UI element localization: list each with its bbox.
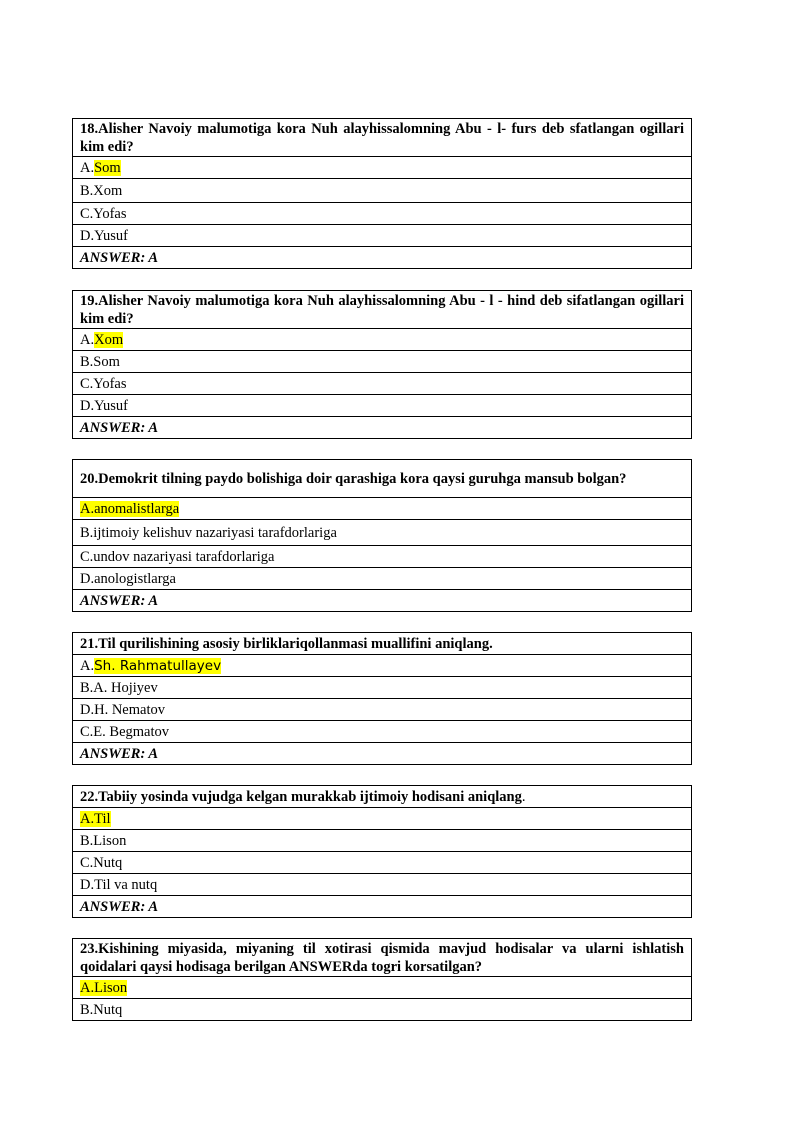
question-text: 21.Til qurilishining asosiy birliklariqollanmasi muallifini aniqlang. xyxy=(73,633,692,655)
option-prefix: A. xyxy=(80,657,95,674)
highlighted-answer: A.Til xyxy=(80,810,111,827)
option-b[interactable]: B.Lison xyxy=(73,830,692,852)
option-c[interactable]: C.undov nazariyasi tarafdorlariga xyxy=(73,546,692,568)
option-c[interactable]: C.E. Begmatov xyxy=(73,721,692,743)
option-b[interactable]: B.Nutq xyxy=(73,999,692,1021)
option-a[interactable] xyxy=(73,157,692,179)
option-b[interactable]: B.ijtimoiy kelishuv nazariyasi tarafdorlariga xyxy=(73,520,692,546)
question-text: 18.Alisher Navoiy malumotiga kora Nuh alayhissalomning Abu - l- furs deb sfatlangan ogillari kim edi? xyxy=(73,119,692,157)
option-a[interactable] xyxy=(73,498,692,520)
option-b[interactable]: B.A. Hojiyev xyxy=(73,677,692,699)
option-prefix: A. xyxy=(80,159,95,176)
option-d[interactable]: D.anologistlarga xyxy=(73,568,692,590)
option-a[interactable] xyxy=(73,655,692,677)
question-text-suffix: . xyxy=(521,788,526,805)
option-a[interactable] xyxy=(73,977,692,999)
highlighted-answer: A.anomalistlarga xyxy=(80,500,180,517)
answer-key: ANSWER: A xyxy=(73,247,692,269)
question-block-22 xyxy=(72,785,692,918)
option-b[interactable]: B.Xom xyxy=(73,179,692,203)
question-block-21 xyxy=(72,632,692,765)
option-a[interactable] xyxy=(73,329,692,351)
option-c[interactable]: C.Nutq xyxy=(73,852,692,874)
option-d[interactable]: D.Yusuf xyxy=(73,225,692,247)
option-c[interactable]: C.Yofas xyxy=(73,203,692,225)
answer-key: ANSWER: A xyxy=(73,743,692,765)
option-d[interactable]: D.Yusuf xyxy=(73,395,692,417)
question-block-18 xyxy=(72,118,692,269)
question-text-main: 22.Tabiiy yosinda vujudga kelgan murakkab ijtimoiy hodisani aniqlang xyxy=(80,788,522,805)
option-d[interactable]: D.H. Nematov xyxy=(73,699,692,721)
answer-key: ANSWER: A xyxy=(73,590,692,612)
option-d[interactable]: D.Til va nutq xyxy=(73,874,692,896)
highlighted-answer: Som xyxy=(94,159,121,176)
option-b[interactable]: B.Som xyxy=(73,351,692,373)
option-c[interactable]: C.Yofas xyxy=(73,373,692,395)
question-text xyxy=(73,786,692,808)
highlighted-answer: A.Lison xyxy=(80,979,128,996)
question-block-19 xyxy=(72,290,692,439)
highlighted-answer: Sh. Rahmatullayev xyxy=(94,657,222,674)
answer-key: ANSWER: A xyxy=(73,896,692,918)
question-text: 20.Demokrit tilning paydo bolishiga doir qarashiga kora qaysi guruhga mansub bolgan? xyxy=(73,460,692,498)
question-text: 23.Kishining miyasida, miyaning til xotirasi qismida mavjud hodisalar va ularni ishlatish qoidalari qaysi hodisaga berilgan ANSWERda togri korsatilgan? xyxy=(73,939,692,977)
question-block-23 xyxy=(72,938,692,1021)
option-prefix: A. xyxy=(80,331,95,348)
option-a[interactable] xyxy=(73,808,692,830)
highlighted-answer: Xom xyxy=(94,331,124,348)
question-block-20 xyxy=(72,459,692,612)
answer-key: ANSWER: A xyxy=(73,417,692,439)
question-text: 19.Alisher Navoiy malumotiga kora Nuh alayhissalomning Abu - l - hind deb sifatlangan ogillari kim edi? xyxy=(73,291,692,329)
